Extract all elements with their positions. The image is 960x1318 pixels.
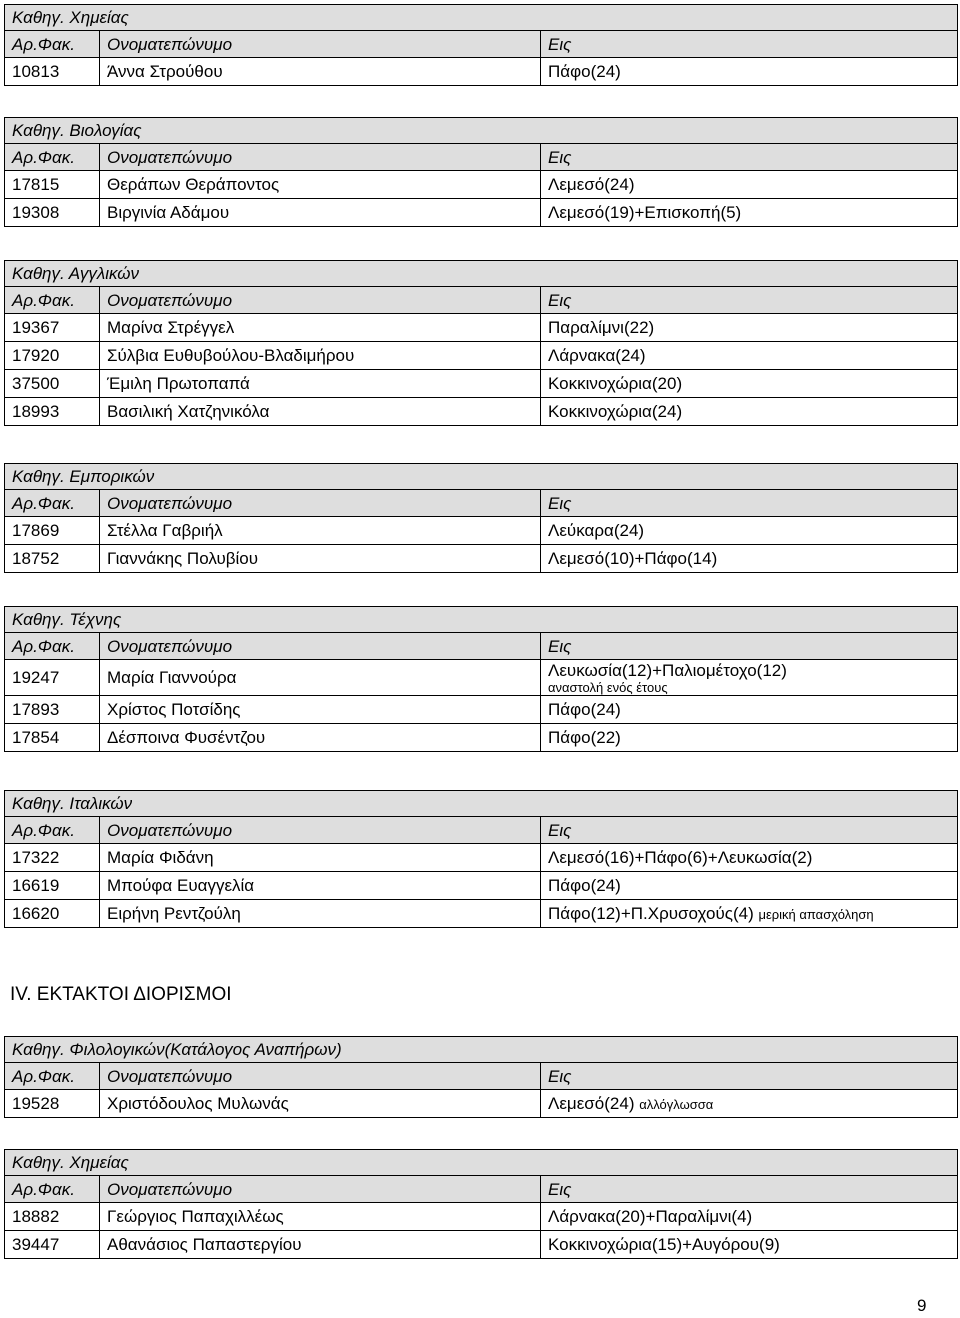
full-name: Έμιλη Πρωτοπαπά bbox=[100, 370, 541, 398]
table-row bbox=[5, 872, 958, 900]
table-row bbox=[5, 398, 958, 426]
table-row bbox=[5, 1231, 958, 1259]
column-header-id: Αρ.Φακ. bbox=[5, 490, 100, 517]
column-header-id: Αρ.Φακ. bbox=[5, 31, 100, 58]
full-name: Μαρία Γιαννούρα bbox=[100, 660, 541, 696]
appointment-table bbox=[4, 1149, 958, 1259]
placement-cell bbox=[541, 660, 958, 696]
table-row bbox=[5, 171, 958, 199]
table-row bbox=[5, 696, 958, 724]
placement: Λεμεσό(19)+Επισκοπή(5) bbox=[541, 199, 958, 227]
page-number: 9 bbox=[917, 1296, 927, 1315]
placement-cell bbox=[541, 1090, 958, 1118]
full-name: Αθανάσιος Παπαστεργίου bbox=[100, 1231, 541, 1259]
table-row bbox=[5, 900, 958, 928]
file-number: 10813 bbox=[5, 58, 100, 86]
placement: Λεμεσό(16)+Πάφο(6)+Λευκωσία(2) bbox=[541, 844, 958, 872]
file-number: 16620 bbox=[5, 900, 100, 928]
table-title: Καθηγ. Εμπορικών bbox=[5, 464, 958, 490]
file-number: 19367 bbox=[5, 314, 100, 342]
table-title: Καθηγ. Φιλολογικών(Κατάλογος Αναπήρων) bbox=[5, 1037, 958, 1063]
placement-note: μερική απασχόληση bbox=[758, 906, 874, 922]
file-number: 17815 bbox=[5, 171, 100, 199]
column-header-place: Εις bbox=[541, 817, 958, 844]
full-name: Γεώργιος Παπαχιλλέως bbox=[100, 1203, 541, 1231]
file-number: 37500 bbox=[5, 370, 100, 398]
column-header-id: Αρ.Φακ. bbox=[5, 287, 100, 314]
placement-note: αλλόγλωσσα bbox=[639, 1096, 714, 1112]
placement: Λάρνακα(20)+Παραλίμνι(4) bbox=[541, 1203, 958, 1231]
table-title: Καθηγ. Χημείας bbox=[5, 1150, 958, 1176]
table-title: Καθηγ. Ιταλικών bbox=[5, 791, 958, 817]
file-number: 19247 bbox=[5, 660, 100, 696]
file-number: 16619 bbox=[5, 872, 100, 900]
full-name: Άννα Στρούθου bbox=[100, 58, 541, 86]
file-number: 18882 bbox=[5, 1203, 100, 1231]
placement: Κοκκινοχώρια(20) bbox=[541, 370, 958, 398]
full-name: Γιαννάκης Πολυβίου bbox=[100, 545, 541, 573]
file-number: 17869 bbox=[5, 517, 100, 545]
column-header-place: Εις bbox=[541, 31, 958, 58]
appointment-table bbox=[4, 606, 958, 752]
column-header-name: Ονοματεπώνυμο bbox=[100, 633, 541, 660]
file-number: 17854 bbox=[5, 724, 100, 752]
column-header-id: Αρ.Φακ. bbox=[5, 1063, 100, 1090]
full-name: Μαρίνα Στρέγγελ bbox=[100, 314, 541, 342]
placement: Πάφο(24) bbox=[541, 872, 958, 900]
column-header-id: Αρ.Φακ. bbox=[5, 1176, 100, 1203]
table-title: Καθηγ. Χημείας bbox=[5, 5, 958, 31]
placement: Λεύκαρα(24) bbox=[541, 517, 958, 545]
placement-note: αναστολή ενός έτους bbox=[548, 679, 668, 695]
table-row bbox=[5, 58, 958, 86]
table-title: Καθηγ. Αγγλικών bbox=[5, 261, 958, 287]
file-number: 39447 bbox=[5, 1231, 100, 1259]
full-name: Σύλβια Ευθυβούλου-Βλαδιμήρου bbox=[100, 342, 541, 370]
placement: Πάφο(24) bbox=[541, 696, 958, 724]
file-number: 17893 bbox=[5, 696, 100, 724]
column-header-name: Ονοματεπώνυμο bbox=[100, 1176, 541, 1203]
table-row bbox=[5, 314, 958, 342]
table-row bbox=[5, 660, 958, 696]
column-header-name: Ονοματεπώνυμο bbox=[100, 490, 541, 517]
placement: Κοκκινοχώρια(24) bbox=[541, 398, 958, 426]
full-name: Χρίστος Ποτσίδης bbox=[100, 696, 541, 724]
table-row bbox=[5, 724, 958, 752]
column-header-name: Ονοματεπώνυμο bbox=[100, 1063, 541, 1090]
placement: Κοκκινοχώρια(15)+Αυγόρου(9) bbox=[541, 1231, 958, 1259]
column-header-place: Εις bbox=[541, 1063, 958, 1090]
placement: Παραλίμνι(22) bbox=[541, 314, 958, 342]
column-header-name: Ονοματεπώνυμο bbox=[100, 31, 541, 58]
file-number: 18752 bbox=[5, 545, 100, 573]
section-title: IV. ΕΚΤΑΚΤΟΙ ΔΙΟΡΙΣΜΟΙ bbox=[10, 984, 232, 1005]
full-name: Μπούφα Ευαγγελία bbox=[100, 872, 541, 900]
table-row bbox=[5, 370, 958, 398]
full-name: Θεράπων Θεράποντος bbox=[100, 171, 541, 199]
placement: Πάφο(24) bbox=[541, 58, 958, 86]
full-name: Μαρία Φιδάνη bbox=[100, 844, 541, 872]
appointment-table bbox=[4, 790, 958, 928]
file-number: 18993 bbox=[5, 398, 100, 426]
placement: Λάρνακα(24) bbox=[541, 342, 958, 370]
file-number: 17322 bbox=[5, 844, 100, 872]
column-header-id: Αρ.Φακ. bbox=[5, 817, 100, 844]
full-name: Χριστόδουλος Μυλωνάς bbox=[100, 1090, 541, 1118]
file-number: 19528 bbox=[5, 1090, 100, 1118]
column-header-place: Εις bbox=[541, 144, 958, 171]
file-number: 17920 bbox=[5, 342, 100, 370]
placement: Λεμεσό(24) bbox=[548, 1093, 635, 1113]
column-header-name: Ονοματεπώνυμο bbox=[100, 287, 541, 314]
column-header-place: Εις bbox=[541, 490, 958, 517]
full-name: Δέσποινα Φυσέντζου bbox=[100, 724, 541, 752]
column-header-name: Ονοματεπώνυμο bbox=[100, 144, 541, 171]
placement: Πάφο(12)+Π.Χρυσοχούς(4) bbox=[548, 903, 754, 923]
appointment-table bbox=[4, 1036, 958, 1118]
table-row bbox=[5, 844, 958, 872]
placement: Πάφο(22) bbox=[541, 724, 958, 752]
column-header-name: Ονοματεπώνυμο bbox=[100, 817, 541, 844]
full-name: Βασιλική Χατζηνικόλα bbox=[100, 398, 541, 426]
full-name: Στέλλα Γαβριήλ bbox=[100, 517, 541, 545]
table-title: Καθηγ. Τέχνης bbox=[5, 607, 958, 633]
table-row bbox=[5, 545, 958, 573]
table-title: Καθηγ. Βιολογίας bbox=[5, 118, 958, 144]
placement: Λεμεσό(24) bbox=[541, 171, 958, 199]
appointment-table bbox=[4, 117, 958, 227]
full-name: Βιργινία Αδάμου bbox=[100, 199, 541, 227]
column-header-place: Εις bbox=[541, 633, 958, 660]
column-header-id: Αρ.Φακ. bbox=[5, 144, 100, 171]
table-row bbox=[5, 342, 958, 370]
table-row bbox=[5, 1090, 958, 1118]
column-header-place: Εις bbox=[541, 1176, 958, 1203]
column-header-place: Εις bbox=[541, 287, 958, 314]
placement: Λεμεσό(10)+Πάφο(14) bbox=[541, 545, 958, 573]
appointment-table bbox=[4, 463, 958, 573]
file-number: 19308 bbox=[5, 199, 100, 227]
appointment-table bbox=[4, 260, 958, 426]
table-row bbox=[5, 517, 958, 545]
table-row bbox=[5, 1203, 958, 1231]
full-name: Ειρήνη Ρεντζούλη bbox=[100, 900, 541, 928]
placement: Λευκωσία(12)+Παλιομέτοχο(12) bbox=[548, 660, 787, 680]
placement-cell bbox=[541, 900, 958, 928]
column-header-id: Αρ.Φακ. bbox=[5, 633, 100, 660]
appointment-table bbox=[4, 4, 958, 86]
table-row bbox=[5, 199, 958, 227]
